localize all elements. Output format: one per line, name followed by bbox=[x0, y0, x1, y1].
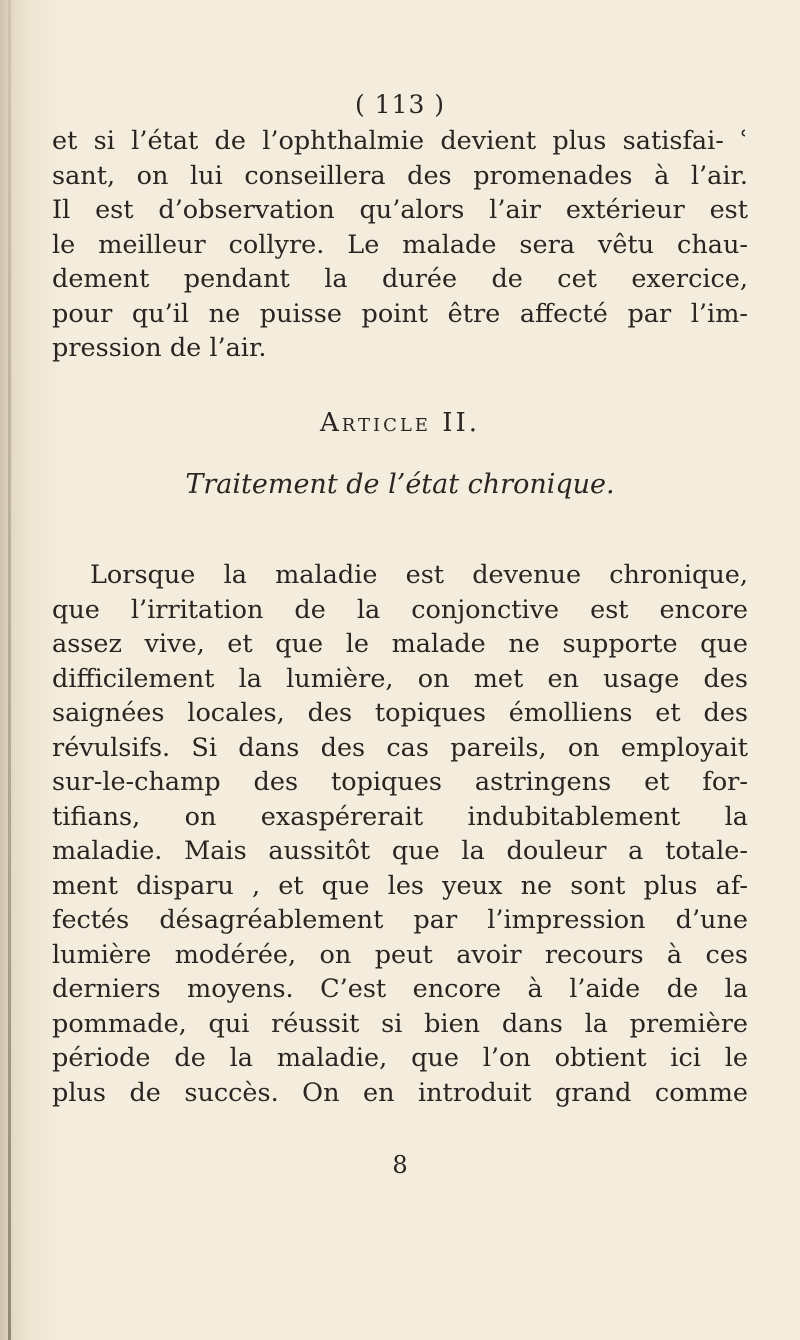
text-line: assez vive, et que le malade ne supporte que bbox=[52, 629, 748, 659]
text-line: Il est d’observation qu’alors l’air extérieur est bbox=[52, 195, 748, 225]
text-line: pommade, qui réussit si bien dans la première bbox=[52, 1008, 748, 1039]
text-line: difficilement la lumière, on met en usage des bbox=[52, 663, 748, 694]
paragraph-2 bbox=[52, 558, 748, 1110]
text-line: derniers moyens. C’est encore à l’aide de la bbox=[52, 974, 748, 1004]
text-line: maladie. Mais aussitôt que la douleur a totale- bbox=[52, 836, 748, 866]
text-line: lumière modérée, on peut avoir recours à ces bbox=[52, 939, 748, 970]
text-line: période de la maladie, que l’on obtient ici le bbox=[52, 1043, 748, 1073]
text-line: que l’irritation de la conjonctive est encore bbox=[52, 594, 748, 625]
text-line: pression de l’air. bbox=[52, 333, 267, 363]
text-line: plus de succès. On en introduit grand comme bbox=[52, 1077, 748, 1108]
text-line: sant, on lui conseillera des promenades à l’air. bbox=[52, 160, 748, 191]
paragraph-1 bbox=[52, 124, 748, 366]
article-heading bbox=[0, 406, 800, 440]
text-line: le meilleur collyre. Le malade sera vêtu chau- bbox=[52, 229, 748, 260]
text-line: saignées locales, des topiques émolliens et des bbox=[52, 698, 748, 728]
text-line: ment disparu , et que les yeux ne sont plus af- bbox=[52, 870, 748, 901]
text-line: révulsifs. Si dans des cas pareils, on employait bbox=[52, 732, 748, 763]
page-number-header: ( 113 ) bbox=[354, 90, 446, 119]
page-gutter-shadow bbox=[8, 0, 11, 1340]
text-line: et si l’état de l’ophthalmie devient plus satisfai- ʿ bbox=[52, 126, 748, 156]
text-line: dement pendant la durée de cet exercice, bbox=[52, 264, 748, 294]
text-line: fectés désagréablement par l’impression d’une bbox=[52, 905, 748, 935]
article-heading-text: Article II. bbox=[319, 408, 481, 438]
text-line: Lorsque la maladie est devenue chronique, bbox=[90, 560, 748, 590]
text-line: pour qu’il ne puisse point être affecté par l’im- bbox=[52, 298, 748, 329]
text-line: tifians, on exaspérerait indubitablement la bbox=[52, 801, 748, 832]
section-subtitle: Traitement de l’état chronique. bbox=[185, 469, 615, 500]
signature-mark: 8 bbox=[392, 1151, 408, 1179]
text-line: sur-le-champ des topiques astringens et for- bbox=[52, 767, 748, 797]
